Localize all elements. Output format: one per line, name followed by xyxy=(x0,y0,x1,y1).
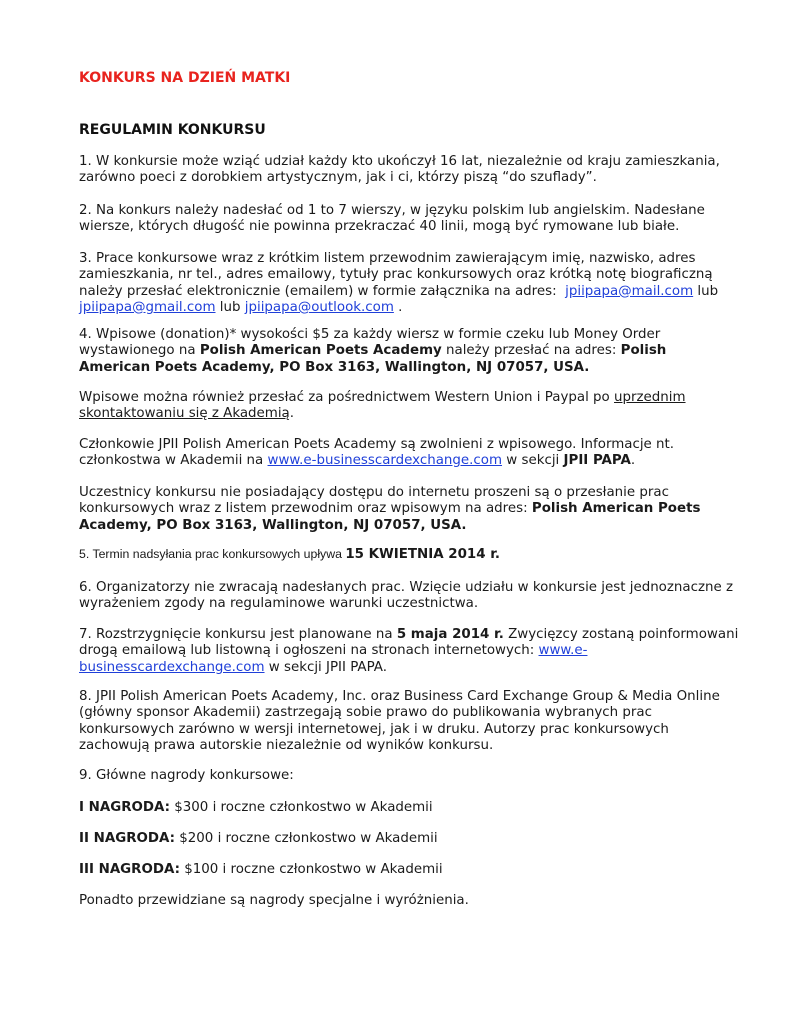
rule-7-text: 7. Rozstrzygnięcie konkursu jest planowane na xyxy=(79,627,393,642)
members-note-mid: w sekcji xyxy=(506,453,560,469)
website-link[interactable]: www.e-businesscardexchange.com xyxy=(267,453,503,469)
prize-1 xyxy=(79,800,739,816)
rule-8: 8. JPII Polish American Poets Academy, Inc. oraz Business Card Exchange Group & Media Online (główny sponsor Akademii) zastrzegają sobie prawo do publikowania wybranych prac konkursowych zarówno w wersji internetowej, jak i w druku. Autorzy prac konkursowych zachowują prawa autorskie niezależnie od wyników konkursu. xyxy=(79,689,720,753)
prize-1-label: I NAGRODA: xyxy=(79,800,170,815)
members-note-text: Członkowie JPII Polish American Poets Academy są zwolnieni z wpisowego. Informacje nt. członkostwa w Akademii na xyxy=(79,437,675,469)
members-note-end: . xyxy=(630,453,636,469)
rule-1: 1. W konkursie może wziąć udział każdy kto ukończył 16 lat, niezależnie od kraju zamieszkania, zarówno poeci z dorobkiem artystycznym, jak i ci, którzy piszą “do szuflady”. xyxy=(79,154,720,186)
email-link-gmail[interactable]: jpiipapa@gmail.com xyxy=(79,299,216,315)
rule-2: 2. Na konkurs należy nadesłać od 1 to 7 wierszy, w języku polskim lub angielskim. Nadesłane wiersze, których długość nie powinna przekraczać 40 linii, mogą być rymowane lub białe. xyxy=(79,203,705,235)
donation-note xyxy=(79,390,739,423)
offline-note-text: Uczestnicy konkursu nie posiadający dostępu do internetu proszeni są o przesłanie prac konkursowych wraz z listem przewodnim oraz wpisowym na adres: xyxy=(79,485,669,517)
rule-4-text: 4. Wpisowe (donation)* wysokości $5 za każdy wiersz w formie czeku lub Money Order wystawionego na xyxy=(79,327,661,359)
rule-3-end: . xyxy=(398,299,403,315)
email-link-mail[interactable]: jpiipapa@mail.com xyxy=(565,283,694,299)
rule-7-end: w sekcji JPII PAPA. xyxy=(268,659,387,675)
rule-4-address: Polish American Poets Academy, PO Box 3163, Wallington, NJ 07057, USA. xyxy=(79,343,667,375)
prize-3-text: $100 i roczne członkostwo w Akademii xyxy=(184,862,443,877)
rule-7-rest: Zwycięzcy zostaną poinformowani drogą emailową lub listowną i ogłoszeni na stronach internetowych: xyxy=(79,627,739,659)
document-title: KONKURS NA DZIEŃ MATKI xyxy=(79,70,291,86)
rule-7-date: 5 maja 2014 r. xyxy=(396,627,504,642)
donation-note-text: Wpisowe można również przesłać za pośrednictwem Western Union i Paypal po xyxy=(79,390,610,405)
website-link-2[interactable]: www.e-businesscardexchange.com xyxy=(79,643,588,675)
rule-4 xyxy=(79,327,739,376)
closing-note: Ponadto przewidziane są nagrody specjalne i wyróżnienia. xyxy=(79,893,469,908)
rule-4-mid: należy przesłać na adres: xyxy=(446,343,617,359)
rule-4-org: Polish American Poets Academy xyxy=(199,343,442,359)
prize-2 xyxy=(79,831,739,847)
prize-2-text: $200 i roczne członkostwo w Akademii xyxy=(179,831,438,846)
rule-3-or-2: lub xyxy=(219,299,241,315)
prize-3 xyxy=(79,862,739,878)
rule-5-text: 5. Termin nadsyłania prac konkursowych upływa xyxy=(79,547,342,561)
offline-note xyxy=(79,485,739,534)
members-note-section: JPII PAPA xyxy=(563,453,631,469)
offline-note-address: Polish American Poets Academy, PO Box 3163, Wallington, NJ 07057, USA. xyxy=(79,501,701,533)
email-link-outlook[interactable]: jpiipapa@outlook.com xyxy=(244,299,394,315)
rule-9: 9. Główne nagrody konkursowe: xyxy=(79,768,294,783)
rules-heading: REGULAMIN KONKURSU xyxy=(79,122,266,138)
donation-note-contact: uprzednim skontaktowaniu się z Akademią xyxy=(79,390,686,422)
rule-3 xyxy=(79,251,739,316)
rule-7 xyxy=(79,627,739,676)
prize-1-text: $300 i roczne członkostwo w Akademii xyxy=(174,800,433,815)
members-note xyxy=(79,437,739,470)
prize-3-label: III NAGRODA: xyxy=(79,862,180,877)
rule-6: 6. Organizatorzy nie zwracają nadesłanych prac. Wzięcie udziału w konkursie jest jednoznaczne z wyrażeniem zgody na regulaminowe warunki uczestnictwa. xyxy=(79,580,734,612)
rule-5-date: 15 KWIETNIA 2014 r. xyxy=(345,547,500,562)
donation-note-end: . xyxy=(289,406,295,422)
rule-3-or-1: lub xyxy=(697,283,719,299)
prize-2-label: II NAGRODA: xyxy=(79,831,175,846)
rule-3-text: 3. Prace konkursowe wraz z krótkim listem przewodnim zawierającym imię, nazwisko, adres zamieszkania, nr tel., adres emailowy, tytuły prac konkursowych oraz krótką notę biograficzną należy przesłać elektronicznie (emailem) w formie załącznika na adres: xyxy=(79,251,713,299)
rule-5 xyxy=(79,546,739,563)
